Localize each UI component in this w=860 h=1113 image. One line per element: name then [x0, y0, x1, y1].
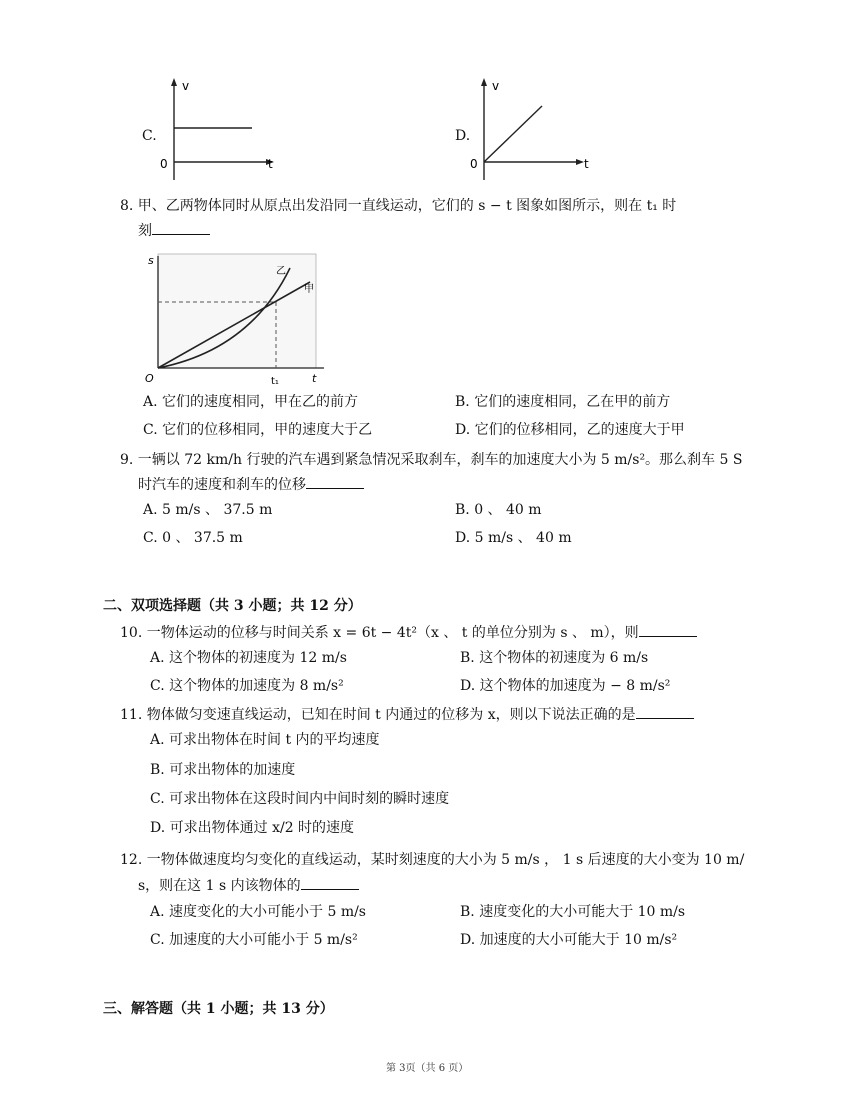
option-d-label: D.: [455, 128, 471, 144]
svg-text:t₁: t₁: [271, 376, 279, 387]
q12-option-c[interactable]: C. 加速度的大小可能小于 5 m/s²: [150, 932, 358, 948]
section-3-heading: 三、解答题（共 1 小题；共 13 分）: [103, 1001, 334, 1017]
q12-option-d[interactable]: D. 加速度的大小可能大于 10 m/s²: [460, 932, 678, 948]
increasing-velocity-line: [484, 106, 542, 162]
svg-text:甲: 甲: [304, 284, 314, 295]
q9-stem: 9. 一辆以 72 km/h 行驶的汽车遇到紧急情况采取刹车，刹车的加速度大小为 5 m/s²。那么刹车 5 S: [120, 452, 743, 468]
answer-blank[interactable]: [152, 220, 210, 235]
origin-label: 0: [470, 157, 478, 171]
q8-stem-cont: 刻: [138, 220, 210, 241]
q9-option-c[interactable]: C. 0 、 37.5 m: [143, 530, 243, 546]
option-c-label: C.: [142, 128, 157, 144]
answer-blank[interactable]: [301, 875, 359, 890]
axis-v-label: v: [492, 79, 500, 93]
q11-option-c[interactable]: C. 可求出物体在这段时间内中间时刻的瞬时速度: [150, 791, 450, 807]
q11-option-a[interactable]: A. 可求出物体在时间 t 内的平均速度: [150, 732, 380, 748]
answer-blank[interactable]: [306, 474, 364, 489]
q12-stem-cont: s，则在这 1 s 内该物体的: [138, 875, 359, 896]
graph-d: [470, 76, 600, 186]
q12-option-b[interactable]: B. 速度变化的大小可能大于 10 m/s: [460, 904, 686, 920]
q11-option-b[interactable]: B. 可求出物体的加速度: [150, 762, 296, 778]
q8-st-graph: [140, 250, 340, 388]
q9-stem-cont: 时汽车的速度和刹车的位移: [138, 474, 364, 495]
q9-option-a[interactable]: A. 5 m/s 、 37.5 m: [143, 502, 273, 518]
q10-option-a[interactable]: A. 这个物体的初速度为 12 m/s: [150, 650, 347, 666]
q11-stem: 11. 物体做匀变速直线运动，已知在时间 t 内通过的位移为 x，则以下说法正确的是: [120, 704, 694, 725]
q8-option-c[interactable]: C. 它们的位移相同，甲的速度大于乙: [143, 422, 373, 438]
q11-option-d[interactable]: D. 可求出物体通过 x/2 时的速度: [150, 820, 355, 836]
q8-option-a[interactable]: A. 它们的速度相同，甲在乙的前方: [143, 394, 359, 410]
origin-label: 0: [160, 157, 168, 171]
answer-blank[interactable]: [636, 704, 694, 719]
q8-option-b[interactable]: B. 它们的速度相同，乙在甲的前方: [455, 394, 671, 410]
q9-option-b[interactable]: B. 0 、 40 m: [455, 502, 542, 518]
q10-option-b[interactable]: B. 这个物体的初速度为 6 m/s: [460, 650, 649, 666]
svg-text:s: s: [148, 254, 154, 267]
q8-stem: 8. 甲、乙两物体同时从原点出发沿同一直线运动，它们的 s − t 图象如图所示，则在 t₁ 时: [120, 198, 677, 214]
page-footer: 第 3页（共 6 页）: [386, 1063, 469, 1074]
section-2-heading: 二、双项选择题（共 3 小题；共 12 分）: [103, 598, 362, 614]
svg-text:t: t: [312, 372, 317, 385]
graph-c: [160, 76, 280, 186]
q12-stem: 12. 一物体做速度均匀变化的直线运动，某时刻速度的大小为 5 m/s ， 1 s 后速度的大小变为 10 m/: [120, 852, 745, 868]
q8-option-d[interactable]: D. 它们的位移相同，乙的速度大于甲: [455, 422, 685, 438]
q9-option-d[interactable]: D. 5 m/s 、 40 m: [455, 530, 572, 546]
svg-text:乙: 乙: [276, 266, 286, 277]
axis-v-label: v: [182, 79, 190, 93]
svg-text:O: O: [145, 372, 154, 385]
q12-option-a[interactable]: A. 速度变化的大小可能小于 5 m/s: [150, 904, 366, 920]
q10-stem: 10. 一物体运动的位移与时间关系 x = 6t − 4t²（x 、 t 的单位分别为 s 、 m），则: [120, 622, 697, 643]
axis-t-label: t: [584, 157, 589, 171]
axis-t-label: t: [268, 157, 273, 171]
q10-option-c[interactable]: C. 这个物体的加速度为 8 m/s²: [150, 678, 344, 694]
answer-blank[interactable]: [639, 622, 697, 637]
q10-option-d[interactable]: D. 这个物体的加速度为 − 8 m/s²: [460, 678, 671, 694]
